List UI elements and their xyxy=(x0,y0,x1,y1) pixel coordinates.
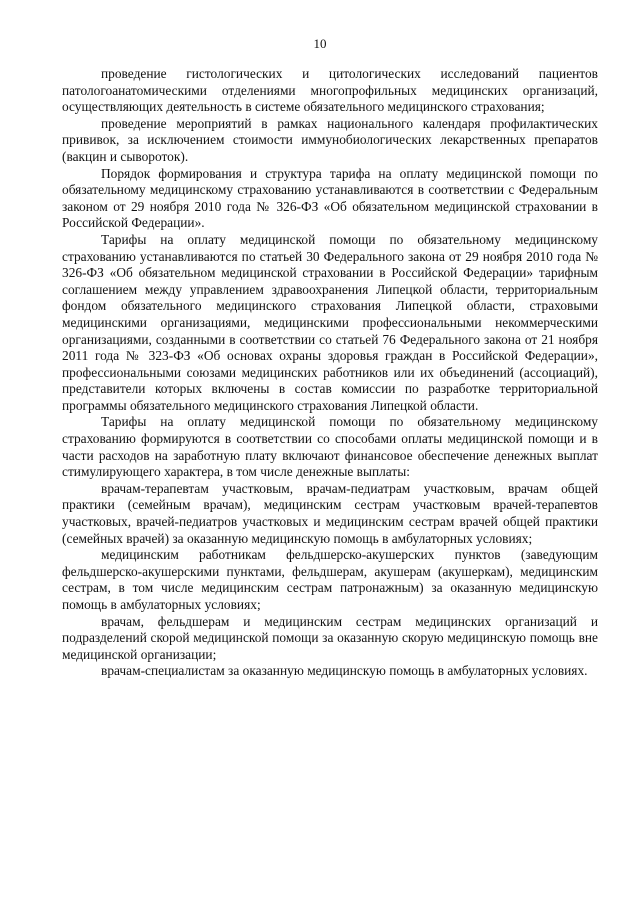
page-number: 10 xyxy=(313,36,327,51)
list-item-feldsher-stations: медицинским работникам фельдшерско-акушерских пунктов (заведующим фельдшерско-акушерскими пунктами, фельдшерам, акушерам (акушеркам), медицинским сестрам, в том числе медицинским сестрам патронажным) за оказанную медицинскую помощь в амбулаторных условиях; xyxy=(62,547,598,612)
list-item-specialists: врачам-специалистам за оказанную медицинскую помощь в амбулаторных условиях. xyxy=(101,663,588,679)
paragraph-vaccination: проведение мероприятий в рамках национального календаря профилактических прививок, за исключением стоимости иммунобиологических лекарственных препаратов (вакцин и сывороток). xyxy=(62,115,598,164)
paragraph-tariff-agreement: Тарифы на оплату медицинской помощи по обязательному медицинскому страхованию устанавливаются по статьей 30 Федерального закона от 29 ноября 2010 года № 326-ФЗ «Об обязательном медицинской страховании в Российской Федерации» тарифным соглашением между управлением здравоохранения Липецкой области, территориальным фондом обязательного медицинского страхования Липецкой области, страховыми медицинскими организациями, медицинскими профессиональными некоммерческими организациями, созданными в соответствии со статьей 76 Федерального закона от 21 ноября 2011 года № 323-ФЗ «Об основах охраны здоровья граждан в Российской Федерации», профессиональными союзами медицинских работников или их объединений (ассоциаций), представители которых включены в состав комиссии по разработке территориальной программы обязательного медицинского страхования Липецкой области. xyxy=(62,231,598,413)
paragraph-tariff-structure: Порядок формирования и структура тарифа на оплату медицинской помощи по обязательному медицинскому страхованию устанавливаются в соответствии с Федеральным законом от 29 ноября 2010 года № 326-ФЗ «Об обязательном медицинской страховании в Российской Федерации». xyxy=(62,165,598,231)
list-item-district-doctors: врачам-терапевтам участковым, врачам-педиатрам участковым, врачам общей практики (семейным врачам), медицинским сестрам участковым врачей-терапевтов участковых, врачей-педиатров участковых и медицинским сестрам врачей общей практики (семейных врачей) за оказанную медицинскую помощь в амбулаторных условиях; xyxy=(62,480,598,546)
document-body xyxy=(62,66,598,680)
paragraph-tariff-formation: Тарифы на оплату медицинской помощи по обязательному медицинскому страхованию формируются в соответствии со способами оплаты медицинской помощи и в части расходов на заработную плату включают финансовое обеспечение денежных выплат стимулирующего характера, в том числе денежные выплаты: xyxy=(62,414,598,480)
list-item-ambulance: врачам, фельдшерам и медицинским сестрам медицинских организаций и подразделений скорой медицинской помощи за оказанную скорую медицинскую помощь вне медицинской организации; xyxy=(62,613,598,662)
paragraph-histology: проведение гистологических и цитологических исследований пациентов патологоанатомическими отделениями многопрофильных медицинских организаций, осуществляющих деятельность в системе обязательного медицинского страхования; xyxy=(62,66,598,115)
